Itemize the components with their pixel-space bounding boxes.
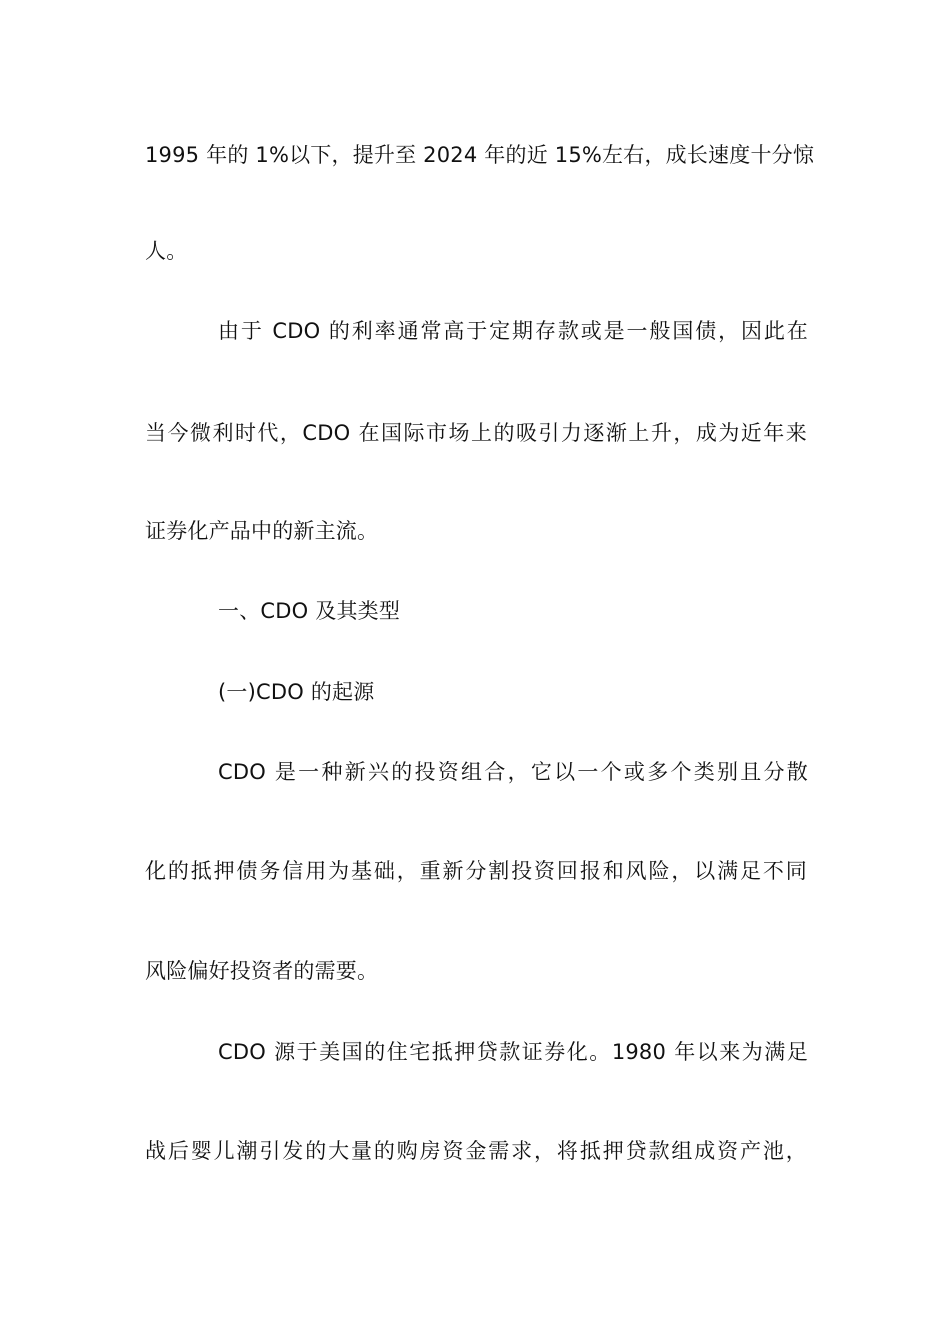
paragraph-line: 当今微利时代，CDO 在国际市场上的吸引力逐渐上升，成为近年来 (145, 421, 807, 445)
paragraph-line: 风险偏好投资者的需要。 (145, 959, 379, 983)
section-heading: 一、CDO 及其类型 (218, 599, 401, 623)
paragraph-line: 1995 年的 1%以下，提升至 2024 年的近 15%左右，成长速度十分惊 (145, 143, 815, 167)
paragraph-line: 人。 (145, 239, 188, 263)
paragraph-line: 证券化产品中的新主流。 (145, 519, 379, 543)
paragraph-line: CDO 是一种新兴的投资组合，它以一个或多个类别且分散 (218, 760, 808, 784)
subsection-heading: (一)CDO 的起源 (218, 680, 375, 704)
paragraph-line: CDO 源于美国的住宅抵押贷款证券化。1980 年以来为满足 (218, 1040, 808, 1064)
paragraph-line: 由于 CDO 的利率通常高于定期存款或是一般国债，因此在 (218, 319, 808, 343)
paragraph-line: 战后婴儿潮引发的大量的购房资金需求，将抵押贷款组成资产池， (145, 1139, 807, 1163)
paragraph-line: 化的抵押债务信用为基础，重新分割投资回报和风险，以满足不同 (145, 859, 807, 883)
